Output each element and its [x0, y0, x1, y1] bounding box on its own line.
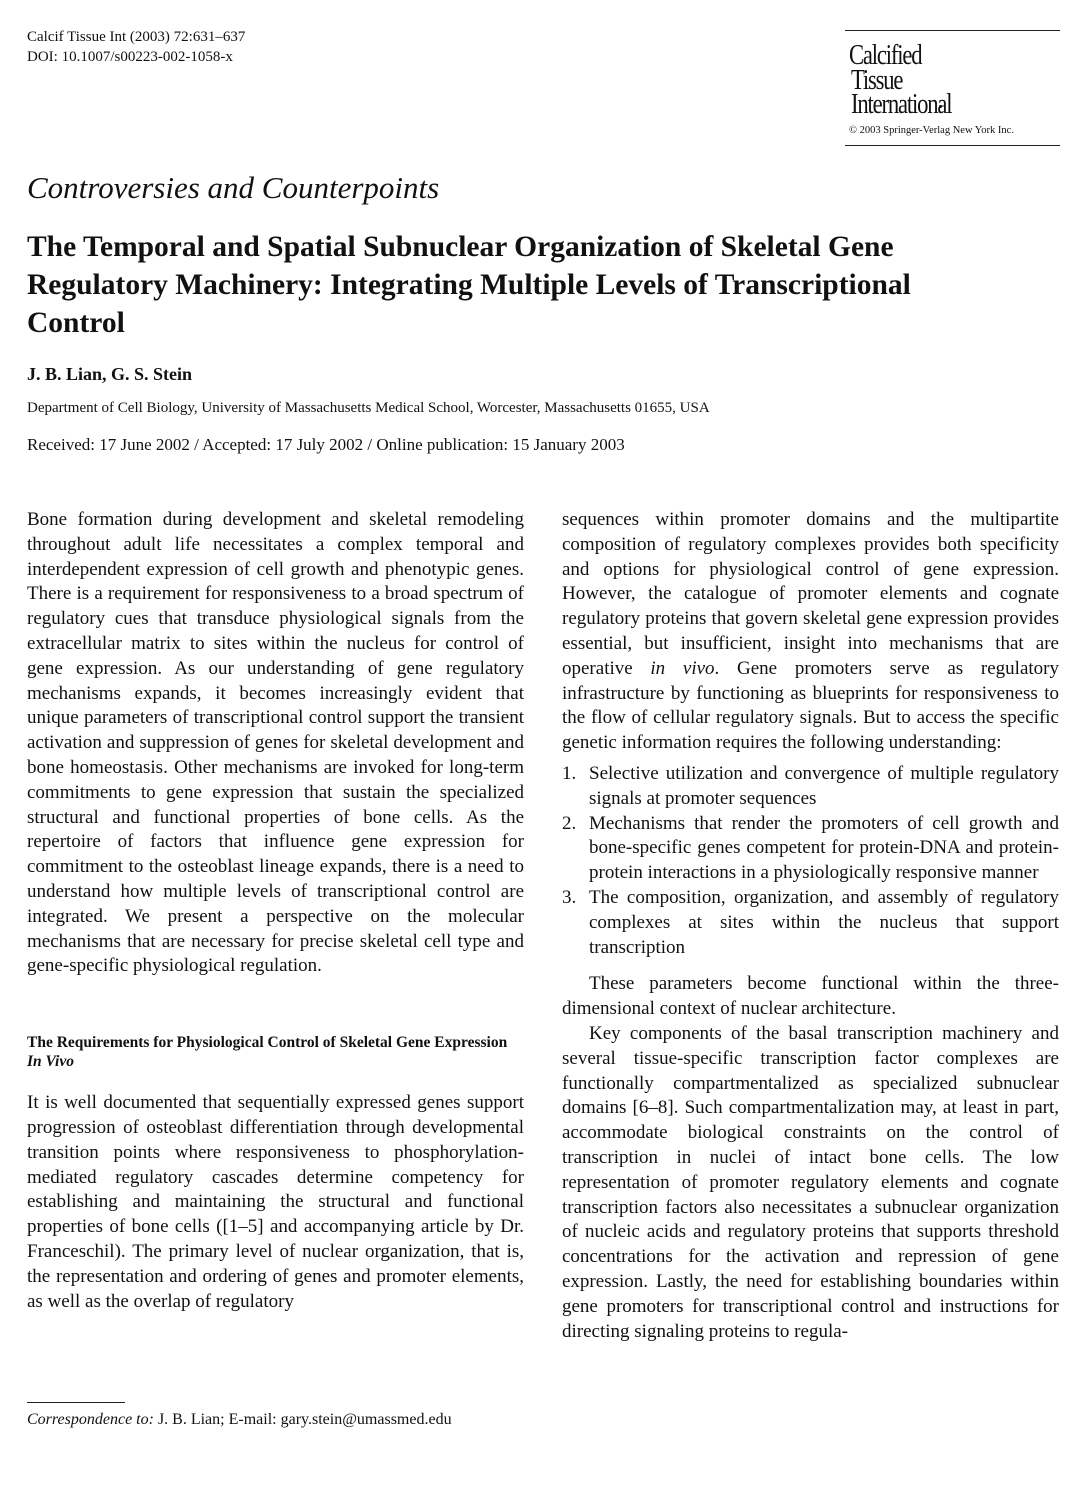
logo-word-calcified: Calcified: [849, 39, 922, 71]
italic-term: in vivo: [650, 657, 715, 679]
body-paragraph: Key components of the basal transcription machinery and several tissue-specific transcription factor complexes are functionally compartmentalized as specialized subnuclear domains [6–8]. Such compartmentalization may, at least in part, accommodate biological constraints on the control of transcription in nuclei of intact bone cells. The low representation of promoter regulatory elements and cognate transcription factors also necessitates a subnuclear organization of nucleic acids and regulatory proteins that supports threshold concentrations for the activation and repression of gene expression. Lastly, the need for establishing boundaries within gene promoters for transcriptional control and instructions for directing signaling proteins to regula-: [562, 1022, 1059, 1342]
list-item: 1. Selective utilization and convergence of multiple regulatory signals at promoter sequences: [562, 762, 1059, 809]
logo-word-tissue: Tissue: [851, 64, 903, 96]
copyright-notice: © 2003 Springer-Verlag New York Inc.: [849, 125, 1014, 136]
journal-logo: [845, 30, 1060, 146]
abstract-paragraph: Bone formation during development and skeletal remodeling throughout adult life necessitates a complex temporal and interdependent expression of cell growth and phenotypic genes. There is a requirement for responsiveness to a broad spectrum of regulatory cues that transduce physiological signals from the extracellular matrix to sites within the nucleus for control of gene expression. As our understanding of gene regulatory mechanisms expands, it becomes increasingly evident that unique parameters of transcriptional control support the transient activation and suppression of genes for skeletal development and bone homeostasis. Other mechanisms are invoked for long-term commitments to gene expression that sustain the specialized structural and functional properties of bone cells. As the repertoire of factors that influence gene expression for commitment to the osteoblast lineage expands, there is a need to understand how multiple levels of transcriptional control are integrated. We present a perspective on the molecular mechanisms that are necessary for precise skeletal cell type and gene-specific physiological regulation.: [27, 509, 524, 977]
body-paragraph: These parameters become functional within the three-dimensional context of nuclear architecture.: [562, 973, 1059, 1020]
section-heading: [27, 1033, 524, 1071]
article-title: The Temporal and Spatial Subnuclear Organization of Skeletal Gene Regulatory Machinery: Integrating Multiple Levels of Transcriptional Control: [27, 231, 911, 339]
footnote-rule: [27, 1402, 125, 1403]
list-item: 2. Mechanisms that render the promoters of cell growth and bone-specific genes competent for protein-DNA and protein-protein interactions in a physiologically responsive manner: [562, 812, 1059, 884]
section-heading-text: The Requirements for Physiological Control of Skeletal Gene Expression: [27, 1034, 508, 1052]
affiliation: Department of Cell Biology, University of Massachusetts Medical School, Worcester, Massachusetts 01655, USA: [27, 400, 710, 416]
citation-block: [27, 27, 245, 67]
journal-citation: Calcif Tissue Int (2003) 72:631–637: [27, 29, 246, 45]
authors: J. B. Lian, G. S. Stein: [27, 364, 193, 384]
section-heading-italic: In Vivo: [27, 1053, 74, 1071]
body-paragraph: It is well documented that sequentially expressed genes support progression of osteoblast differentiation through developmental transition points where responsiveness to phosphorylation-mediated regulatory cascades determine competency for establishing and maintaining the structural and functional properties of bone cells ([1–5] and accompanying article by Dr. Franceschil). The primary level of nuclear organization, that is, the representation and ordering of genes and promoter elements, as well as the overlap of regulatory: [27, 1092, 524, 1312]
right-column: [562, 508, 1059, 1344]
requirements-list: [562, 762, 1059, 960]
footnote-text: J. B. Lian; E-mail: gary.stein@umassmed.edu: [157, 1411, 452, 1428]
body-paragraph: sequences within promoter domains and the multipartite composition of regulatory complexes provides both specificity and options for physiological control of gene expression. However, the catalogue of promoter elements and cognate regulatory proteins that govern skeletal gene expression provides essential, but insufficient, insight into mechanisms that are operative in vivo. Gene promoters serve as regulatory infrastructure by functioning as blueprints for responsiveness to the flow of cellular regulatory signals. But to access the specific genetic information requires the following understanding:: [562, 509, 1059, 754]
footnote-label: Correspondence to:: [27, 1411, 154, 1428]
logo-word-international: International: [851, 88, 952, 120]
publication-dates: Received: 17 June 2002 / Accepted: 17 July 2002 / Online publication: 15 January 2003: [27, 435, 625, 454]
correspondence-footnote: [27, 1410, 524, 1429]
left-column: [27, 508, 524, 1314]
section-type: Controversies and Counterpoints: [27, 170, 440, 205]
list-item: 3. The composition, organization, and assembly of regulatory complexes at sites within the nucleus that support transcription: [562, 886, 1059, 958]
doi: DOI: 10.1007/s00223-002-1058-x: [27, 49, 233, 65]
